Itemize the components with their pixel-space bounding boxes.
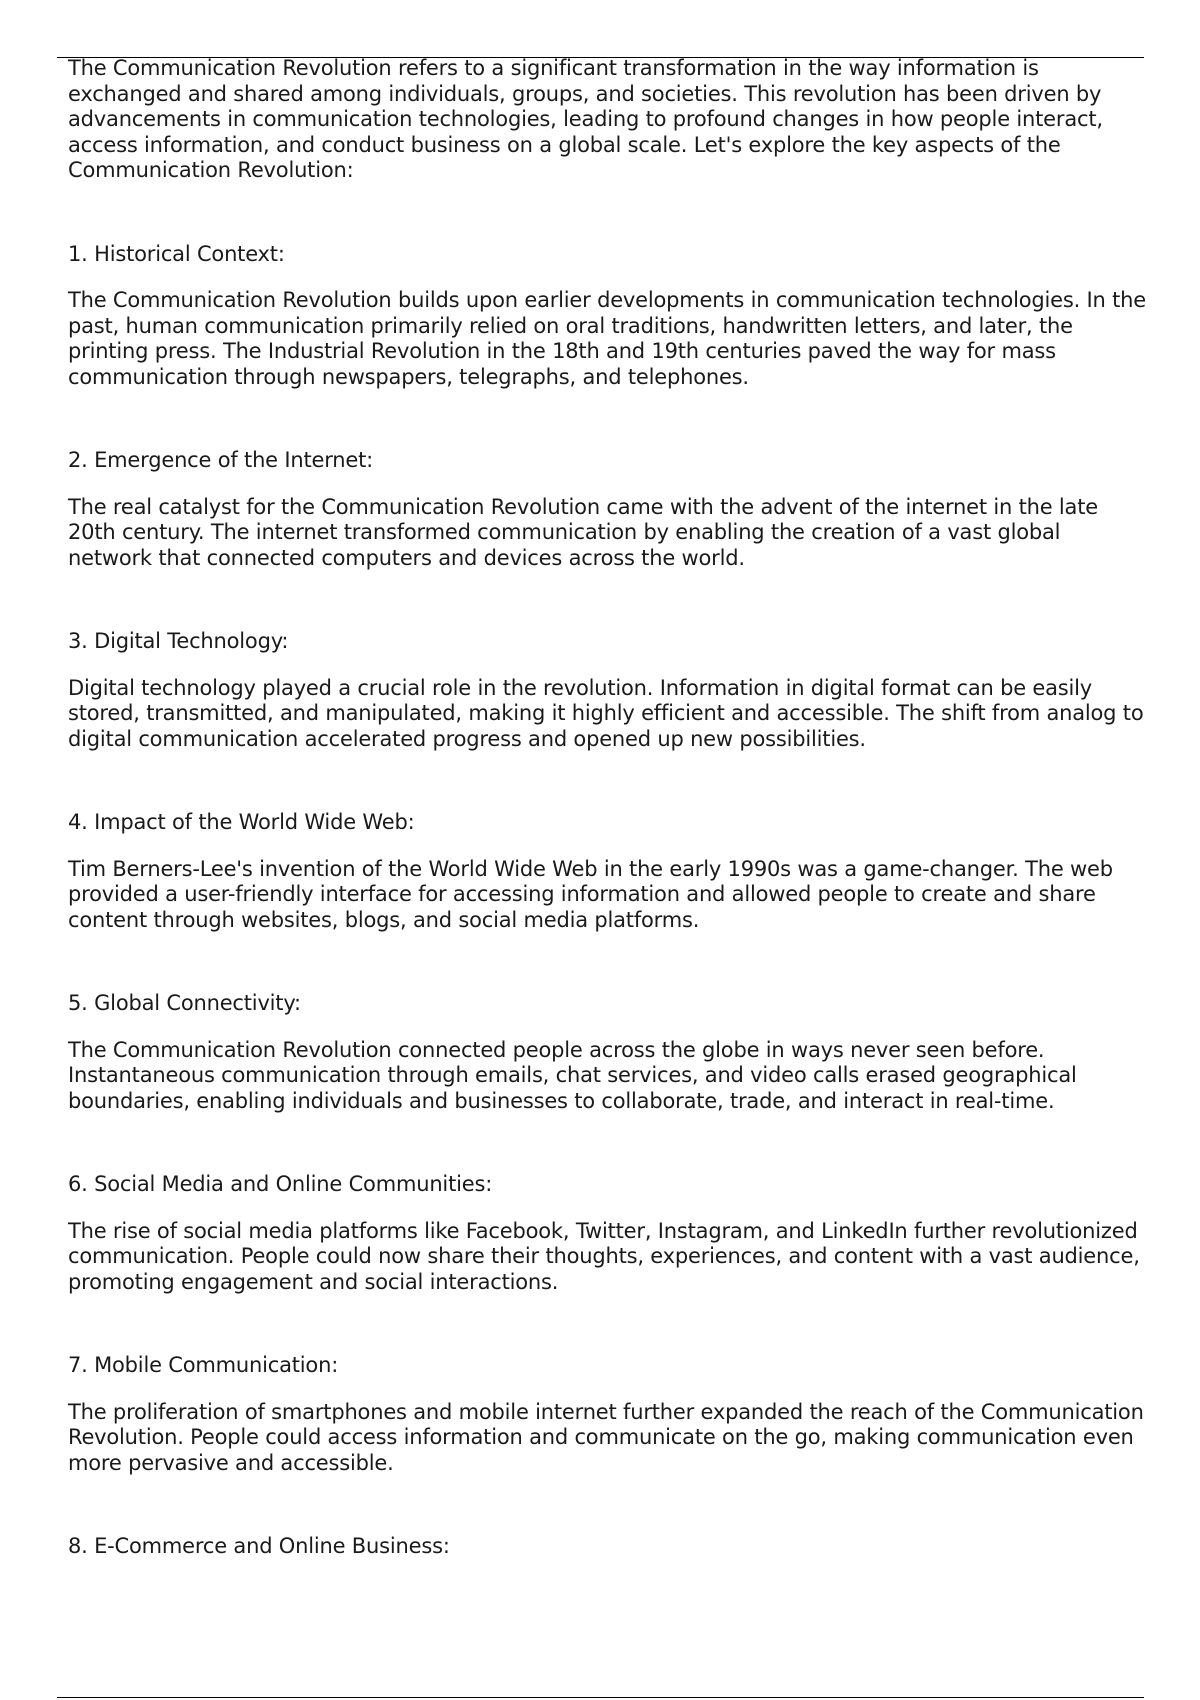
section-social-media [68,1114,1148,1295]
section-heading: 1. Historical Context: [68,241,285,266]
section-world-wide-web [68,752,1148,933]
section-body: The rise of social media platforms like Facebook, Twitter, Instagram, and LinkedIn further revolutionized communication. People could now share their thoughts, experiences, and content with a vast audience, promoting engagement and social interactions. [68,1218,1140,1294]
section-heading: 4. Impact of the World Wide Web: [68,810,415,834]
section-e-commerce [68,1476,1148,1560]
document-page [68,56,1148,1560]
section-heading: 5. Global Connectivity: [68,991,301,1015]
section-body: The Communication Revolution builds upon earlier developments in communication technologies. In the past, human communication primarily relied on oral traditions, handwritten letters, and later, the printing press. The Industrial Revolution in the 18th and 19th centuries paved the way for mass communication through newspapers, telegraphs, and telephones. [68,288,1146,389]
section-body: Tim Berners-Lee's invention of the World Wide Web in the early 1990s was a game-changer. The web provided a user-friendly interface for accessing information and allowed people to create and share content through websites, blogs, and social media platforms. [68,856,1113,932]
section-body: The proliferation of smartphones and mobile internet further expanded the reach of the Communication Revolution. People could access information and communicate on the go, making communication even more pervasive and accessible. [68,1399,1144,1475]
section-global-connectivity [68,933,1148,1114]
section-heading: 8. E-Commerce and Online Business: [68,1534,450,1558]
section-heading: 3. Digital Technology: [68,629,289,653]
section-historical-context [68,184,1148,391]
bottom-rule [57,1697,1144,1698]
section-heading: 6. Social Media and Online Communities: [68,1172,493,1196]
section-heading: 7. Mobile Communication: [68,1353,339,1377]
section-digital-technology [68,571,1148,752]
section-body: The Communication Revolution connected people across the globe in ways never seen before. Instantaneous communication through emails, chat services, and video calls erased geographical boundaries, enabling individuals and businesses to collaborate, trade, and interact in real-time. [68,1037,1077,1113]
section-heading: 2. Emergence of the Internet: [68,448,374,472]
section-mobile-communication [68,1295,1148,1476]
section-body: The real catalyst for the Communication Revolution came with the advent of the internet in the late 20th century. The internet transformed communication by enabling the creation of a vast global network that connected computers and devices across the world. [68,494,1098,570]
section-emergence-of-internet [68,390,1148,571]
section-body: Digital technology played a crucial role in the revolution. Information in digital format can be easily stored, transmitted, and manipulated, making it highly efficient and accessible. The shift from analog to digital communication accelerated progress and opened up new possibilities. [68,675,1144,751]
intro-paragraph: The Communication Revolution refers to a significant transformation in the way information is exchanged and shared among individuals, groups, and societies. This revolution has been driven by advancements in communication technologies, leading to profound changes in how people interact, access information, and conduct business on a global scale. Let's explore the key aspects of the Communication Revolution: [68,56,1103,182]
